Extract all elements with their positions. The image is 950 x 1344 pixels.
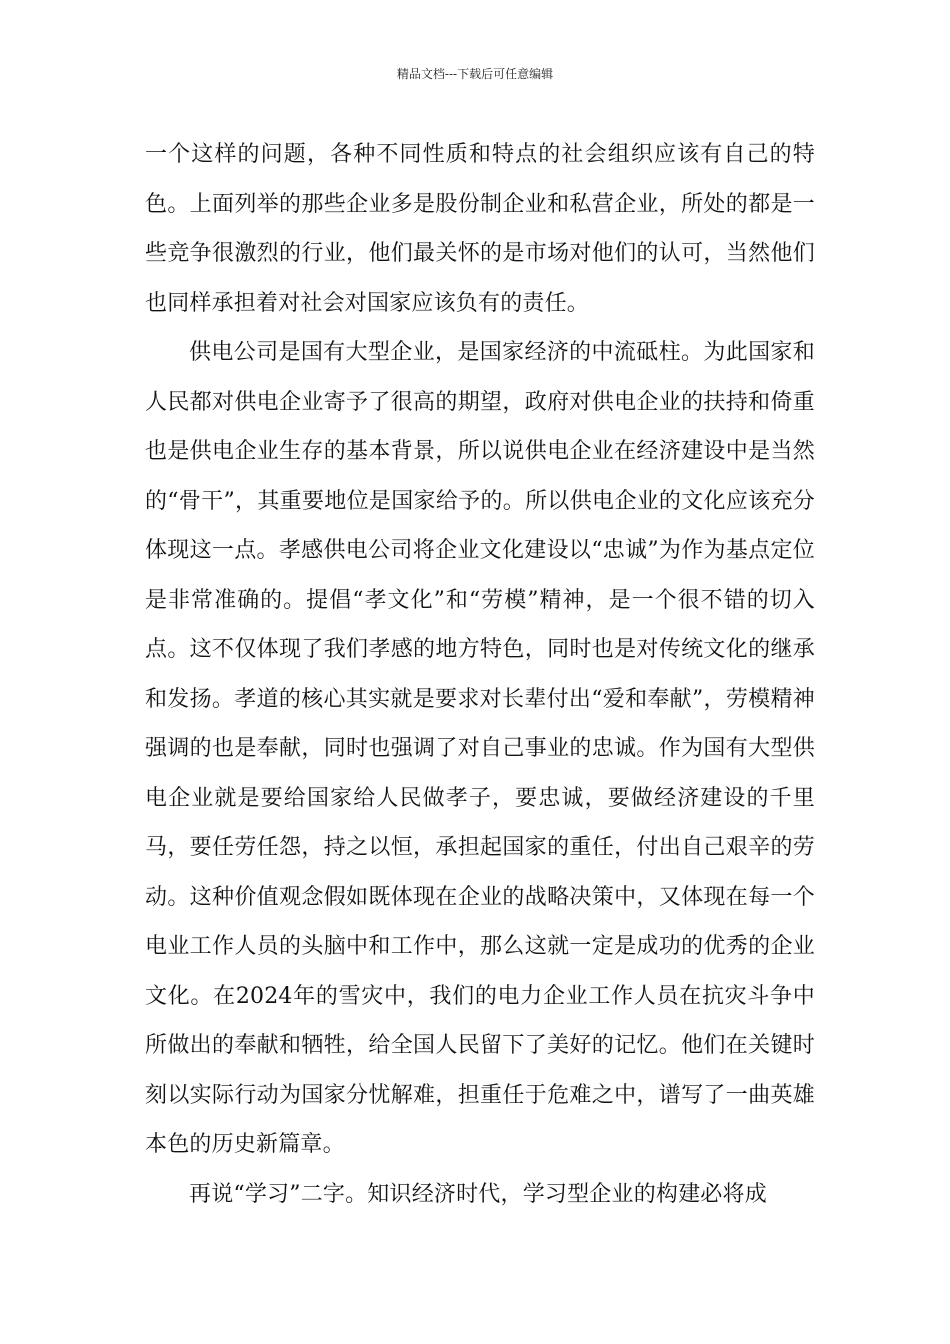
paragraph-learning: 再说“学习”二字。知识经济时代，学习型企业的构建必将成 xyxy=(189,1181,767,1207)
document-body xyxy=(145,130,815,1219)
paragraph-power-company: 供电公司是国有大型企业，是国家经济的中流砥柱。为此国家和人民都对供电企业寄予了很高的期望，政府对供电企业的扶持和倚重也是供电企业生存的基本背景，所以说供电企业在经济建设中是当然的“骨干”，其重要地位是国家给予的。所以供电企业的文化应该充分体现这一点。孝感供电公司将企业文化建设以“忠诚”为作为基点定位是非常准确的。提倡“孝文化”和“劳模”精神，是一个很不错的切入点。这不仅体现了我们孝感的地方特色，同时也是对传统文化的继承和发扬。孝道的核心其实就是要求对长辈付出“爱和奉献”，劳模精神强调的也是奉献，同时也强调了对自己事业的忠诚。作为国有大型供电企业就是要给国家给人民做孝子，要忠诚，要做经济建设的千里马，要任劳任怨，持之以恒，承担起国家的重任，付出自己艰辛的劳动。这种价值观念假如既体现在企业的战略决策中，又体现在每一个电业工作人员的头脑中和工作中，那么这就一定是成功的优秀的企业文化。在2024年的雪灾中，我们的电力企业工作人员在抗灾斗争中所做出的奉献和牺牲，给全国人民留下了美好的记忆。他们在关键时刻以实际行动为国家分忧解难，担重任于危难之中，谱写了一曲英雄本色的历史新篇章。 xyxy=(145,340,815,1157)
paragraph-continued: 一个这样的问题，各种不同性质和特点的社会组织应该有自己的特色。上面列举的那些企业多是股份制企业和私营企业，所处的都是一些竞争很激烈的行业，他们最关怀的是市场对他们的认可，当然他们也同样承担着对社会对国家应该负有的责任。 xyxy=(145,142,815,316)
page-header: 精品文档---下载后可任意编辑 xyxy=(396,67,554,81)
